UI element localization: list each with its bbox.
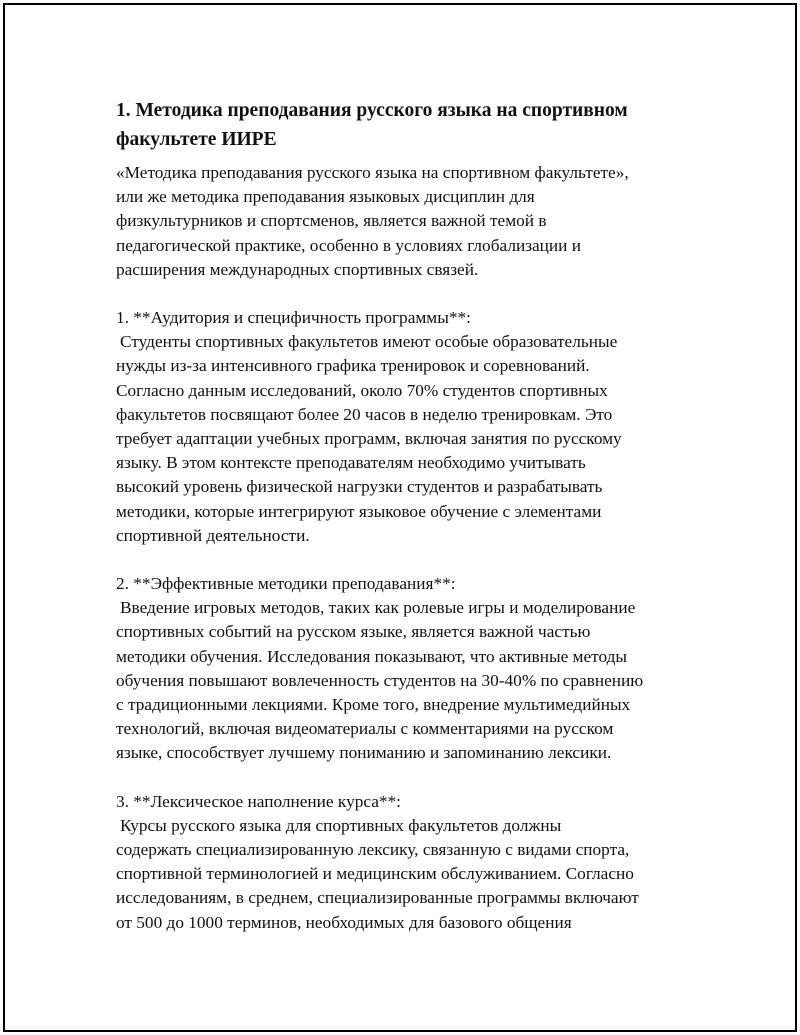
text-line: от 500 до 1000 терминов, необходимых для базового общения <box>116 912 572 932</box>
text-line: содержать специализированную лексику, связанную с видами спорта, <box>116 840 630 860</box>
section-audience <box>116 306 696 548</box>
text-line: спортивной терминологией и медицинским обслуживанием. Согласно <box>116 864 634 884</box>
text-line: Введение игровых методов, таких как ролевые игры и моделирование <box>120 598 636 618</box>
section-lexicon <box>116 790 696 935</box>
text-line: расширения международных спортивных связей. <box>116 259 479 279</box>
text-line: требует адаптации учебных программ, включая занятия по русскому <box>116 429 622 449</box>
text-line: методики, которые интегрируют языковое обучение с элементами <box>116 501 602 521</box>
text-line: исследованиям, в среднем, специализированные программы включают <box>116 888 639 908</box>
document-title <box>116 96 696 154</box>
section-heading: 3. **Лексическое наполнение курса**: <box>116 791 401 811</box>
text-line: или же методика преподавания языковых дисциплин для <box>116 187 535 207</box>
text-line: «Методика преподавания русского языка на спортивном факультете», <box>116 163 629 182</box>
intro-paragraph <box>116 161 696 282</box>
text-line: физкультурников и спортсменов, является важной темой в <box>116 211 547 231</box>
document-body <box>116 96 696 959</box>
text-line: технологий, включая видеоматериалы с комментариями на русском <box>116 719 614 739</box>
section-heading: 1. **Аудитория и специфичность программы**: <box>116 308 471 328</box>
text-line: спортивных событий на русском языке, является важной частью <box>116 622 591 642</box>
text-line: факультетов посвящают более 20 часов в неделю тренировкам. Это <box>116 404 613 424</box>
title-line: 1. Методика преподавания русского языка на спортивном <box>116 100 628 121</box>
text-line: обучения повышают вовлеченность студентов на 30-40% по сравнению <box>116 670 644 690</box>
section-heading: 2. **Эффективные методики преподавания**: <box>116 574 456 594</box>
text-line: Курсы русского языка для спортивных факультетов должны <box>120 815 562 835</box>
text-line: высокий уровень физической нагрузки студентов и разрабатывать <box>116 477 603 497</box>
text-line: языку. В этом контексте преподавателям необходимо учитывать <box>116 453 586 473</box>
text-line: языке, способствует лучшему пониманию и запоминанию лексики. <box>116 743 612 763</box>
text-line: с традиционными лекциями. Кроме того, внедрение мультимедийных <box>116 695 631 715</box>
text-line: спортивной деятельности. <box>116 525 310 545</box>
text-line: Студенты спортивных факультетов имеют особые образовательные <box>120 332 618 352</box>
text-line: методики обучения. Исследования показывают, что активные методы <box>116 646 628 666</box>
section-methods <box>116 572 696 766</box>
text-line: нужды из-за интенсивного графика тренировок и соревнований. <box>116 356 590 376</box>
text-line: педагогической практике, особенно в условиях глобализации и <box>116 235 581 255</box>
text-line: Согласно данным исследований, около 70% студентов спортивных <box>116 380 608 400</box>
title-line: факультете ИИРЕ <box>116 129 277 150</box>
